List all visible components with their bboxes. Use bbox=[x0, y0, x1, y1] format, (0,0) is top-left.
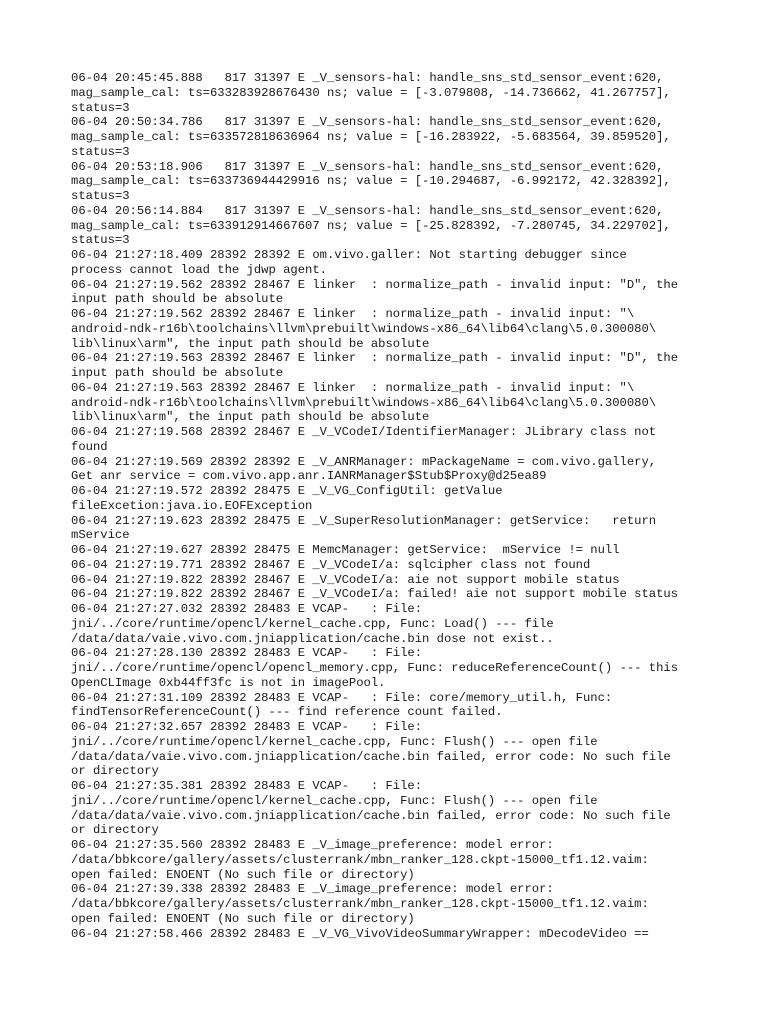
log-line: OpenCLImage 0xb44ff3fc is not in imagePool. bbox=[71, 675, 386, 690]
log-line: /data/bbkcore/gallery/assets/clusterrank/mbn_ranker_128.ckpt-15000_tf1.12.vaim: bbox=[71, 852, 649, 867]
log-line: input path should be absolute bbox=[71, 292, 284, 307]
log-line: 06-04 21:27:35.381 28392 28483 E VCAP- : File: bbox=[71, 779, 423, 793]
log-line: 06-04 21:27:19.627 28392 28475 E MemcManager: getService: mService != null bbox=[71, 543, 620, 557]
log-line: jni/../core/runtime/opencl/kernel_cache.cpp, Func: Flush() --- open file bbox=[71, 734, 598, 749]
log-line: input path should be absolute bbox=[71, 366, 284, 380]
log-line: 06-04 20:45:45.888 817 31397 E _V_sensors-hal: handle_sns_std_sensor_event:620, bbox=[71, 71, 664, 85]
log-line: 06-04 21:27:39.338 28392 28483 E _V_image_preference: model error: bbox=[71, 882, 554, 897]
log-line: lib\linux\arm", the input path should be absolute bbox=[71, 336, 430, 351]
log-line: 06-04 21:27:31.109 28392 28483 E VCAP- : File: core/memory_util.h, Func: bbox=[71, 690, 613, 705]
log-line: status=3 bbox=[71, 100, 130, 115]
log-line: Get anr service = com.vivo.app.anr.IANRManager$Stub$Proxy@d25ea89 bbox=[71, 469, 547, 484]
log-line: 06-04 21:27:19.563 28392 28467 E linker : normalize_path - invalid input: "D", the bbox=[71, 351, 679, 366]
log-line: 06-04 21:27:27.032 28392 28483 E VCAP- : File: bbox=[71, 602, 423, 616]
log-line: 06-04 21:27:35.560 28392 28483 E _V_image_preference: model error: bbox=[71, 838, 554, 852]
log-line: fileExcetion:java.io.EOFException bbox=[71, 498, 313, 513]
log-line: jni/../core/runtime/opencl/kernel_cache.cpp, Func: Flush() --- open file bbox=[71, 793, 598, 808]
log-line: lib\linux\arm", the input path should be absolute bbox=[71, 410, 430, 425]
log-line: mag_sample_cal: ts=633572818636964 ns; value = [-16.283922, -5.683564, 39.859520], bbox=[71, 130, 671, 144]
log-line: 06-04 21:27:28.130 28392 28483 E VCAP- : File: bbox=[71, 646, 423, 661]
log-line: 06-04 21:27:19.563 28392 28467 E linker : normalize_path - invalid input: "\ bbox=[71, 380, 635, 395]
log-line: /data/data/vaie.vivo.com.jniapplication/cache.bin dose not exist.. bbox=[71, 631, 554, 646]
log-line: process cannot load the jdwp agent. bbox=[71, 262, 327, 277]
log-line: android-ndk-r16b\toolchains\llvm\prebuilt\windows-x86_64\lib64\clang\5.0.300080\ bbox=[71, 321, 657, 336]
log-line: 06-04 21:27:32.657 28392 28483 E VCAP- : File: bbox=[71, 720, 423, 734]
log-line: /data/data/vaie.vivo.com.jniapplication/cache.bin failed, error code: No such file bbox=[71, 749, 671, 764]
log-line: open failed: ENOENT (No such file or directory) bbox=[71, 911, 415, 926]
log-line: 06-04 21:27:19.562 28392 28467 E linker : normalize_path - invalid input: "\ bbox=[71, 307, 635, 321]
log-line: 06-04 21:27:19.822 28392 28467 E _V_VCodeI/a: failed! aie not support mobile status bbox=[71, 587, 679, 602]
log-line: open failed: ENOENT (No such file or directory) bbox=[71, 867, 415, 882]
log-line: jni/../core/runtime/opencl/kernel_cache.cpp, Func: Load() --- file bbox=[71, 616, 554, 631]
log-line: 06-04 21:27:19.623 28392 28475 E _V_SuperResolutionManager: getService: return bbox=[71, 513, 657, 528]
log-line: or directory bbox=[71, 764, 159, 779]
log-line: 06-04 21:27:19.771 28392 28467 E _V_VCodeI/a: sqlcipher class not found bbox=[71, 557, 591, 572]
log-line: android-ndk-r16b\toolchains\llvm\prebuilt\windows-x86_64\lib64\clang\5.0.300080\ bbox=[71, 395, 657, 410]
log-line: 06-04 21:27:19.568 28392 28467 E _V_VCodeI/IdentifierManager: JLibrary class not bbox=[71, 425, 657, 439]
log-line: 06-04 21:27:58.466 28392 28483 E _V_VG_VivoVideoSummaryWrapper: mDecodeVideo == bbox=[71, 926, 649, 941]
log-line: 06-04 21:27:19.562 28392 28467 E linker : normalize_path - invalid input: "D", the bbox=[71, 277, 679, 292]
log-text-block bbox=[71, 71, 711, 941]
log-line: 06-04 21:27:18.409 28392 28392 E om.vivo.galler: Not starting debugger since bbox=[71, 248, 627, 262]
log-line: mService bbox=[71, 528, 130, 543]
log-line: 06-04 21:27:19.572 28392 28475 E _V_VG_ConfigUtil: getValue bbox=[71, 484, 503, 498]
log-line: mag_sample_cal: ts=633912914667607 ns; value = [-25.828392, -7.280745, 34.229702], bbox=[71, 218, 671, 233]
log-line: status=3 bbox=[71, 189, 130, 203]
log-line: status=3 bbox=[71, 233, 130, 248]
log-line: mag_sample_cal: ts=633283928676430 ns; value = [-3.079808, -14.736662, 41.267757], bbox=[71, 85, 671, 100]
log-line: 06-04 21:27:19.822 28392 28467 E _V_VCodeI/a: aie not support mobile status bbox=[71, 572, 620, 587]
log-line: 06-04 20:50:34.786 817 31397 E _V_sensors-hal: handle_sns_std_sensor_event:620, bbox=[71, 115, 664, 130]
log-line: 06-04 20:53:18.906 817 31397 E _V_sensors-hal: handle_sns_std_sensor_event:620, bbox=[71, 159, 664, 174]
log-line: 06-04 20:56:14.884 817 31397 E _V_sensors-hal: handle_sns_std_sensor_event:620, bbox=[71, 203, 664, 218]
log-line: findTensorReferenceCount() --- find reference count failed. bbox=[71, 705, 503, 720]
log-line: or directory bbox=[71, 823, 159, 838]
log-line: found bbox=[71, 439, 108, 454]
log-line: /data/data/vaie.vivo.com.jniapplication/cache.bin failed, error code: No such file bbox=[71, 808, 671, 823]
log-line: 06-04 21:27:19.569 28392 28392 E _V_ANRManager: mPackageName = com.vivo.gallery, bbox=[71, 454, 657, 469]
log-line: mag_sample_cal: ts=633736944429916 ns; value = [-10.294687, -6.992172, 42.328392], bbox=[71, 174, 671, 189]
log-line: /data/bbkcore/gallery/assets/clusterrank/mbn_ranker_128.ckpt-15000_tf1.12.vaim: bbox=[71, 897, 649, 911]
log-line: status=3 bbox=[71, 144, 130, 159]
log-line: jni/../core/runtime/opencl/opencl_memory.cpp, Func: reduceReferenceCount() --- this bbox=[71, 661, 679, 675]
